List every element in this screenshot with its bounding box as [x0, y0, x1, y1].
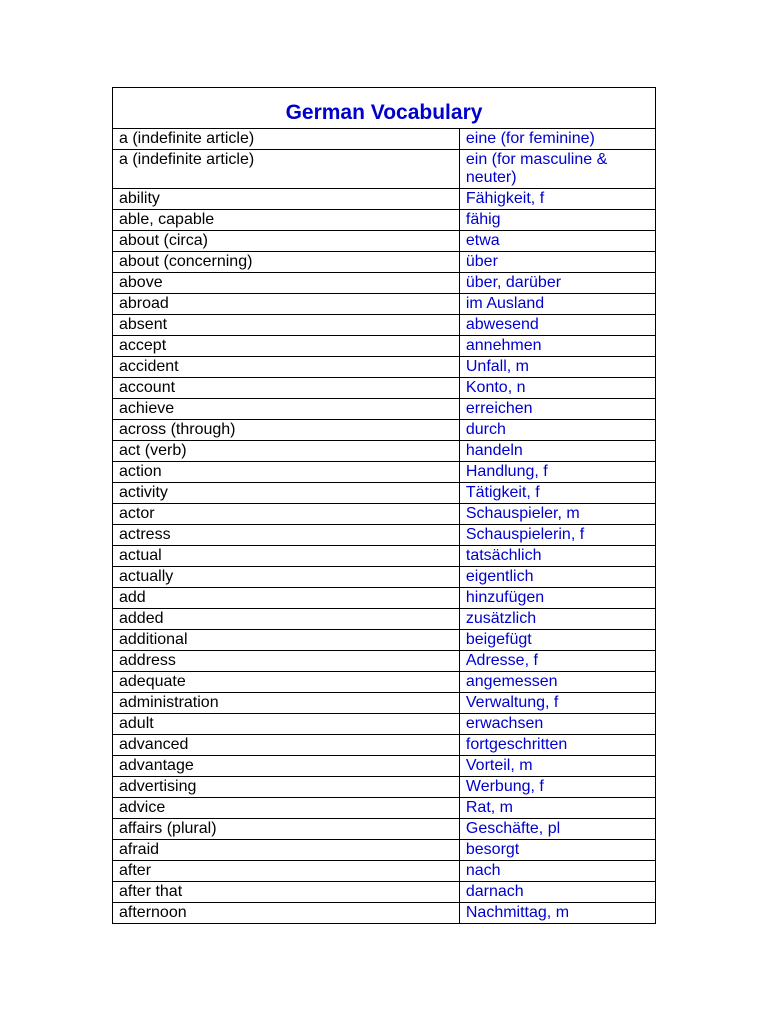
- german-translation: Schauspieler, m: [459, 504, 655, 525]
- english-term: adult: [113, 714, 460, 735]
- english-term: a (indefinite article): [113, 150, 460, 189]
- table-row: [113, 630, 656, 651]
- german-translation: zusätzlich: [459, 609, 655, 630]
- english-term: actually: [113, 567, 460, 588]
- english-term: afraid: [113, 840, 460, 861]
- table-row: [113, 252, 656, 273]
- english-term: advantage: [113, 756, 460, 777]
- german-translation: Adresse, f: [459, 651, 655, 672]
- german-translation: Fähigkeit, f: [459, 189, 655, 210]
- german-translation: etwa: [459, 231, 655, 252]
- english-term: after: [113, 861, 460, 882]
- english-term: actual: [113, 546, 460, 567]
- english-term: able, capable: [113, 210, 460, 231]
- german-translation: Schauspielerin, f: [459, 525, 655, 546]
- english-term: accident: [113, 357, 460, 378]
- table-row: [113, 315, 656, 336]
- table-row: [113, 210, 656, 231]
- table-row: [113, 483, 656, 504]
- english-term: advanced: [113, 735, 460, 756]
- german-translation: nach: [459, 861, 655, 882]
- german-translation: über: [459, 252, 655, 273]
- table-row: [113, 129, 656, 150]
- table-row: [113, 294, 656, 315]
- table-row: [113, 336, 656, 357]
- table-row: [113, 672, 656, 693]
- german-translation: darnach: [459, 882, 655, 903]
- german-translation: Tätigkeit, f: [459, 483, 655, 504]
- page-title-text: German Vocabulary: [285, 101, 483, 124]
- german-translation: über, darüber: [459, 273, 655, 294]
- table-row: [113, 798, 656, 819]
- english-term: address: [113, 651, 460, 672]
- english-term: after that: [113, 882, 460, 903]
- german-translation: Geschäfte, pl: [459, 819, 655, 840]
- table-row: [113, 189, 656, 210]
- table-row: [113, 546, 656, 567]
- table-row: [113, 150, 656, 189]
- english-term: account: [113, 378, 460, 399]
- table-row: [113, 777, 656, 798]
- german-translation: im Ausland: [459, 294, 655, 315]
- german-translation: Verwaltung, f: [459, 693, 655, 714]
- english-term: accept: [113, 336, 460, 357]
- english-term: across (through): [113, 420, 460, 441]
- german-translation: Handlung, f: [459, 462, 655, 483]
- english-term: add: [113, 588, 460, 609]
- table-row: [113, 714, 656, 735]
- german-translation: eigentlich: [459, 567, 655, 588]
- german-translation: eine (for feminine): [459, 129, 655, 150]
- table-row: [113, 609, 656, 630]
- german-translation: ein (for masculine & neuter): [459, 150, 655, 189]
- english-term: administration: [113, 693, 460, 714]
- table-row: [113, 882, 656, 903]
- english-term: achieve: [113, 399, 460, 420]
- english-term: above: [113, 273, 460, 294]
- table-row: [113, 819, 656, 840]
- german-translation: erreichen: [459, 399, 655, 420]
- english-term: absent: [113, 315, 460, 336]
- german-translation: Konto, n: [459, 378, 655, 399]
- german-translation: Rat, m: [459, 798, 655, 819]
- table-row: [113, 588, 656, 609]
- table-row: [113, 756, 656, 777]
- table-row: [113, 693, 656, 714]
- table-row: [113, 378, 656, 399]
- english-term: act (verb): [113, 441, 460, 462]
- english-term: about (circa): [113, 231, 460, 252]
- german-translation: angemessen: [459, 672, 655, 693]
- title-row: [113, 88, 656, 129]
- german-translation: Werbung, f: [459, 777, 655, 798]
- english-term: action: [113, 462, 460, 483]
- english-term: added: [113, 609, 460, 630]
- english-term: a (indefinite article): [113, 129, 460, 150]
- german-translation: handeln: [459, 441, 655, 462]
- table-row: [113, 399, 656, 420]
- table-row: [113, 903, 656, 924]
- english-term: advice: [113, 798, 460, 819]
- german-translation: Unfall, m: [459, 357, 655, 378]
- english-term: about (concerning): [113, 252, 460, 273]
- english-term: actor: [113, 504, 460, 525]
- german-translation: beigefügt: [459, 630, 655, 651]
- table-row: [113, 735, 656, 756]
- page-title: [113, 88, 656, 129]
- english-term: actress: [113, 525, 460, 546]
- english-term: adequate: [113, 672, 460, 693]
- table-row: [113, 462, 656, 483]
- english-term: activity: [113, 483, 460, 504]
- table-row: [113, 504, 656, 525]
- german-translation: durch: [459, 420, 655, 441]
- german-translation: abwesend: [459, 315, 655, 336]
- table-row: [113, 861, 656, 882]
- table-row: [113, 231, 656, 252]
- german-translation: Nachmittag, m: [459, 903, 655, 924]
- vocabulary-body: [113, 129, 656, 924]
- german-translation: tatsächlich: [459, 546, 655, 567]
- english-term: advertising: [113, 777, 460, 798]
- german-translation: fähig: [459, 210, 655, 231]
- table-row: [113, 273, 656, 294]
- table-row: [113, 525, 656, 546]
- english-term: additional: [113, 630, 460, 651]
- table-row: [113, 420, 656, 441]
- german-translation: fortgeschritten: [459, 735, 655, 756]
- german-translation: Vorteil, m: [459, 756, 655, 777]
- vocabulary-table: [112, 87, 656, 924]
- english-term: ability: [113, 189, 460, 210]
- table-row: [113, 357, 656, 378]
- table-row: [113, 651, 656, 672]
- german-translation: besorgt: [459, 840, 655, 861]
- table-row: [113, 567, 656, 588]
- english-term: afternoon: [113, 903, 460, 924]
- table-row: [113, 840, 656, 861]
- english-term: affairs (plural): [113, 819, 460, 840]
- german-translation: erwachsen: [459, 714, 655, 735]
- table-row: [113, 441, 656, 462]
- german-translation: hinzufügen: [459, 588, 655, 609]
- german-translation: annehmen: [459, 336, 655, 357]
- english-term: abroad: [113, 294, 460, 315]
